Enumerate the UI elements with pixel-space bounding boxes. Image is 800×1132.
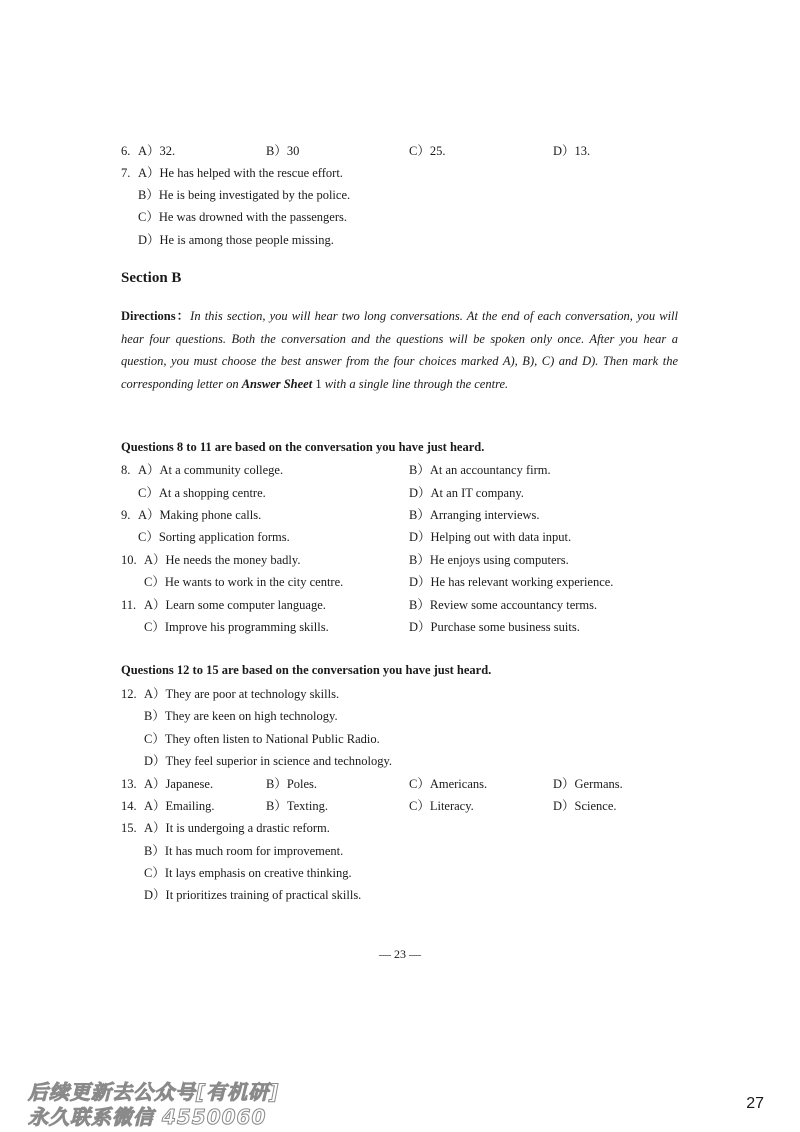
option-a: A）Emailing. xyxy=(144,799,215,813)
option-d: D）He is among those people missing. xyxy=(138,233,334,247)
watermark-line-1: 后续更新去公众号[有机研] xyxy=(28,1080,280,1104)
answer-sheet-label: Answer Sheet xyxy=(241,376,313,391)
option-a: A）Japanese. xyxy=(144,777,214,791)
option-a: A）It is undergoing a drastic reform. xyxy=(144,821,330,835)
option-c: C）Literacy. xyxy=(409,799,474,813)
directions xyxy=(121,305,678,395)
question-number: 13. xyxy=(121,777,137,791)
option-d: D）Germans. xyxy=(553,777,623,791)
option-a: A）32. xyxy=(138,144,176,158)
option-b: B）They are keen on high technology. xyxy=(144,709,338,723)
option-c: C）At a shopping centre. xyxy=(138,486,266,500)
option-b: B）Review some accountancy terms. xyxy=(409,598,598,612)
question-number: 9. xyxy=(121,508,131,522)
option-a: A）Learn some computer language. xyxy=(144,598,326,612)
corner-page-number: 27 xyxy=(746,1095,764,1112)
option-a: A）He has helped with the rescue effort. xyxy=(138,166,343,180)
group-header: Questions 8 to 11 are based on the conversation you have just heard. xyxy=(121,440,485,454)
question-number: 10. xyxy=(121,553,137,567)
question-number: 12. xyxy=(121,687,137,701)
option-b: B）Arranging interviews. xyxy=(409,508,540,522)
option-d: D）Science. xyxy=(553,799,617,813)
option-b: B）At an accountancy firm. xyxy=(409,463,551,477)
question-number: 7. xyxy=(121,166,131,180)
option-b: B）Texting. xyxy=(266,799,328,813)
option-b: B）He enjoys using computers. xyxy=(409,553,569,567)
page-number: — 23 — xyxy=(379,947,421,961)
option-a: A）At a community college. xyxy=(138,463,284,477)
option-c: C）It lays emphasis on creative thinking. xyxy=(144,866,352,880)
option-d: D）He has relevant working experience. xyxy=(409,575,614,589)
option-c: C）Sorting application forms. xyxy=(138,530,290,544)
directions-text-end: with a single line through the centre. xyxy=(324,376,509,391)
option-c: C）Improve his programming skills. xyxy=(144,620,329,634)
answer-sheet-number: 1 xyxy=(312,376,325,391)
option-a: A）Making phone calls. xyxy=(138,508,262,522)
question-number: 15. xyxy=(121,821,137,835)
section-title: Section B xyxy=(121,270,182,286)
watermark-line-2: 永久联系微信 4550060 xyxy=(28,1105,267,1129)
question-number: 11. xyxy=(121,598,137,612)
question-number: 14. xyxy=(121,799,137,813)
directions-label: Directions： xyxy=(121,309,191,323)
option-c: C）They often listen to National Public Radio. xyxy=(144,732,380,746)
option-a: A）They are poor at technology skills. xyxy=(144,687,340,701)
option-a: A）He needs the money badly. xyxy=(144,553,301,567)
option-b: B）It has much room for improvement. xyxy=(144,844,344,858)
option-c: C）He was drowned with the passengers. xyxy=(138,210,347,224)
option-d: D）Purchase some business suits. xyxy=(409,620,580,634)
option-d: D）13. xyxy=(553,144,591,158)
option-d: D）Helping out with data input. xyxy=(409,530,572,544)
option-b: B）30 xyxy=(266,144,300,158)
group-header: Questions 12 to 15 are based on the conversation you have just heard. xyxy=(121,663,492,677)
question-number: 6. xyxy=(121,144,131,158)
option-c: C）Americans. xyxy=(409,777,488,791)
option-d: D）At an IT company. xyxy=(409,486,524,500)
option-c: C）25. xyxy=(409,144,446,158)
directions-text: In this section, you will hear two long conversations. At the end of each conversation, you will hear four questions. Both the conversation and the questions will be spoken only once. After you hear a question, you must choose the best answer from the four choices marked A), B), C) and D). Then mark the corresponding letter on xyxy=(121,309,678,391)
option-b: B）Poles. xyxy=(266,777,318,791)
question-number: 8. xyxy=(121,463,131,477)
option-d: D）It prioritizes training of practical skills. xyxy=(144,888,362,902)
option-b: B）He is being investigated by the police. xyxy=(138,188,351,202)
option-c: C）He wants to work in the city centre. xyxy=(144,575,344,589)
option-d: D）They feel superior in science and technology. xyxy=(144,754,393,768)
